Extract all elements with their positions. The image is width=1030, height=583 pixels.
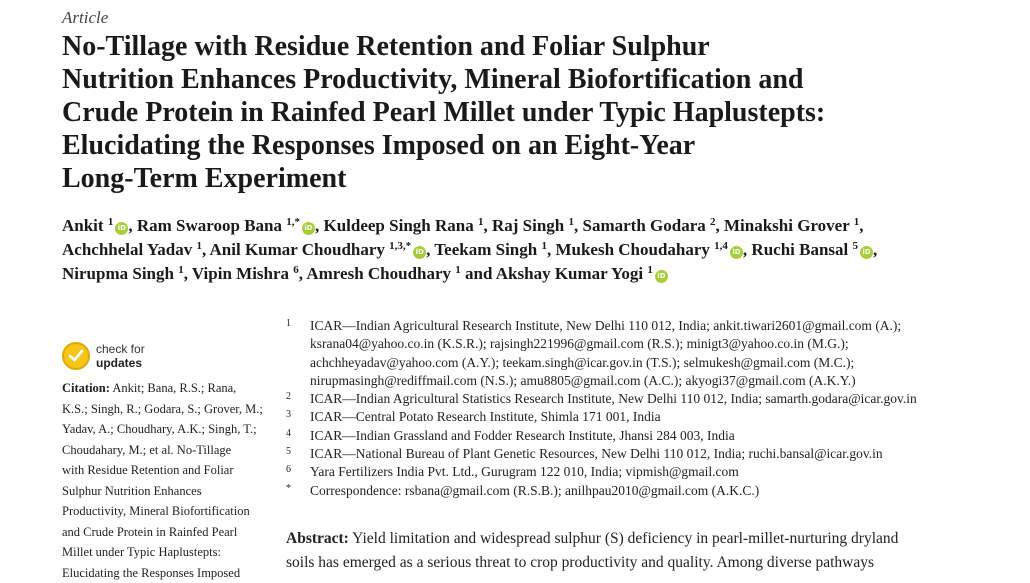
author-name[interactable] bbox=[323, 216, 483, 235]
author-affiliation-marker: 1 bbox=[569, 216, 575, 228]
author-separator: , bbox=[128, 216, 137, 235]
author-separator: , bbox=[574, 216, 583, 235]
citation-line: Elucidating the Responses Imposed bbox=[62, 563, 272, 583]
citation-line: Choudahary, M.; et al. No-Tillage bbox=[62, 440, 272, 461]
affiliation-text: ICAR—Indian Grassland and Fodder Research Institute, Jhansi 284 003, India bbox=[310, 427, 1006, 445]
citation-text: Ankit; Bana, R.S.; Rana, bbox=[110, 381, 236, 395]
author-name-text: Vipin Mishra bbox=[192, 264, 289, 283]
author-name-text: Nirupma Singh bbox=[62, 264, 174, 283]
author-name-text: Ankit bbox=[62, 216, 104, 235]
check-updates-label: updates bbox=[96, 356, 142, 370]
author-separator: , bbox=[202, 240, 210, 259]
author-affiliation-marker: 1 bbox=[541, 240, 547, 252]
author-name[interactable] bbox=[583, 216, 716, 235]
affiliation-text: achchheyadav@yahoo.com (A.Y.); teekam.singh@icar.gov.in (T.S.); selmukesh@gmail.com (M.C.); bbox=[310, 354, 1006, 372]
check-updates-icon bbox=[62, 342, 90, 370]
author-name-text: Teekam Singh bbox=[434, 240, 537, 259]
author-name[interactable] bbox=[62, 240, 202, 259]
author-affiliation-marker: 1 bbox=[108, 216, 114, 228]
author-affiliation-marker: 1 bbox=[455, 264, 461, 276]
affiliation-number: 3 bbox=[286, 406, 291, 424]
author-separator: , bbox=[315, 216, 324, 235]
author-name[interactable] bbox=[751, 240, 873, 259]
article-type: Article bbox=[62, 8, 108, 28]
citation-line bbox=[62, 378, 272, 399]
affiliation-text: Correspondence: rsbana@gmail.com (R.S.B.); anilhpau2010@gmail.com (A.K.C.) bbox=[310, 482, 1006, 500]
author-name[interactable] bbox=[192, 264, 299, 283]
affiliation-item bbox=[286, 390, 1006, 408]
author-affiliation-marker: 6 bbox=[293, 264, 299, 276]
author-line bbox=[62, 214, 1022, 238]
affiliation-list bbox=[286, 317, 1006, 500]
author-name-text: Akshay Kumar Yogi bbox=[496, 264, 643, 283]
author-separator: , bbox=[873, 240, 877, 259]
title-line: Crude Protein in Rainfed Pearl Millet under Typic Haplustepts: bbox=[62, 96, 1012, 129]
author-name[interactable] bbox=[724, 216, 859, 235]
author-separator: , bbox=[859, 216, 863, 235]
abstract-label: Abstract: bbox=[286, 530, 349, 547]
author-separator: and bbox=[461, 264, 496, 283]
author-separator: , bbox=[483, 216, 492, 235]
author-name-text: Kuldeep Singh Rana bbox=[323, 216, 473, 235]
affiliation-number: 5 bbox=[286, 443, 291, 461]
citation-line: Millet under Typic Haplustepts: bbox=[62, 542, 272, 563]
affiliation-text: ksrana04@yahoo.co.in (K.S.R.); rajsingh221996@gmail.com (R.S.); minigt3@yahoo.co.in (M.G.); bbox=[310, 335, 1006, 353]
abstract bbox=[286, 527, 986, 575]
author-name-text: Minakshi Grover bbox=[724, 216, 849, 235]
affiliation-text: Yara Fertilizers India Pvt. Ltd., Gurugram 122 010, India; vipmish@gmail.com bbox=[310, 463, 1006, 481]
author-line bbox=[62, 238, 1022, 262]
author-affiliation-marker: 1,3,* bbox=[389, 240, 411, 252]
citation-line: and Crude Protein in Rainfed Pearl bbox=[62, 522, 272, 543]
affiliation-item bbox=[286, 427, 1006, 445]
orcid-icon[interactable]: iD bbox=[655, 270, 668, 283]
author-separator: , bbox=[426, 240, 434, 259]
author-affiliation-marker: 1,* bbox=[286, 216, 300, 228]
author-name-text: Amresh Choudhary bbox=[306, 264, 451, 283]
author-name[interactable] bbox=[555, 240, 742, 259]
affiliation-number: * bbox=[286, 480, 291, 498]
affiliation-text: ICAR—Indian Agricultural Statistics Research Institute, New Delhi 110 012, India; samarth.godara@icar.gov.in bbox=[310, 390, 1006, 408]
affiliation-number: 1 bbox=[286, 315, 291, 333]
citation-label: Citation: bbox=[62, 381, 110, 395]
author-name[interactable] bbox=[210, 240, 427, 259]
author-separator: , bbox=[743, 240, 752, 259]
affiliation-text: ICAR—Indian Agricultural Research Institute, New Delhi 110 012, India; ankit.tiwari2601@gmail.com (A.); bbox=[310, 317, 1006, 335]
author-affiliation-marker: 2 bbox=[710, 216, 716, 228]
author-name-text: Samarth Godara bbox=[583, 216, 706, 235]
check-for-updates-badge[interactable] bbox=[62, 340, 212, 376]
title-line: Long-Term Experiment bbox=[62, 162, 1012, 195]
abstract-line bbox=[286, 527, 986, 551]
author-affiliation-marker: 1 bbox=[178, 264, 184, 276]
author-name[interactable] bbox=[492, 216, 574, 235]
author-separator: , bbox=[184, 264, 192, 283]
check-updates-label: check for bbox=[96, 342, 145, 356]
author-name[interactable] bbox=[62, 264, 184, 283]
author-affiliation-marker: 1 bbox=[196, 240, 202, 252]
author-name-text: Anil Kumar Choudhary bbox=[210, 240, 385, 259]
author-name-text: Mukesh Choudahary bbox=[555, 240, 709, 259]
author-list bbox=[62, 214, 1022, 286]
author-name-text: Achchhelal Yadav bbox=[62, 240, 192, 259]
citation-block bbox=[62, 378, 272, 583]
orcid-icon[interactable]: iD bbox=[860, 246, 873, 259]
affiliation-item bbox=[286, 408, 1006, 426]
article-title bbox=[62, 30, 1012, 195]
citation-line: with Residue Retention and Foliar bbox=[62, 460, 272, 481]
author-name-text: Raj Singh bbox=[492, 216, 564, 235]
author-name[interactable] bbox=[434, 240, 547, 259]
affiliation-number: 4 bbox=[286, 425, 291, 443]
author-line bbox=[62, 262, 1022, 286]
affiliation-item bbox=[286, 317, 1006, 390]
author-affiliation-marker: 1 bbox=[647, 264, 653, 276]
author-name[interactable] bbox=[62, 216, 128, 235]
author-separator: , bbox=[716, 216, 725, 235]
title-line: Nutrition Enhances Productivity, Mineral Biofortification and bbox=[62, 63, 1012, 96]
author-name-text: Ram Swaroop Bana bbox=[137, 216, 282, 235]
author-name[interactable] bbox=[306, 264, 460, 283]
affiliation-number: 6 bbox=[286, 461, 291, 479]
orcid-icon[interactable]: iD bbox=[115, 222, 128, 235]
citation-line: Yadav, A.; Choudhary, A.K.; Singh, T.; bbox=[62, 419, 272, 440]
affiliation-item bbox=[286, 445, 1006, 463]
author-affiliation-marker: 1,4 bbox=[714, 240, 728, 252]
title-line: No-Tillage with Residue Retention and Foliar Sulphur bbox=[62, 30, 1012, 63]
orcid-icon[interactable]: iD bbox=[302, 222, 315, 235]
author-separator: , bbox=[547, 240, 556, 259]
affiliation-item bbox=[286, 482, 1006, 500]
author-affiliation-marker: 1 bbox=[854, 216, 860, 228]
author-name[interactable] bbox=[496, 264, 668, 283]
author-separator: , bbox=[299, 264, 307, 283]
author-affiliation-marker: 1 bbox=[478, 216, 484, 228]
affiliation-number: 2 bbox=[286, 388, 291, 406]
orcid-icon[interactable]: iD bbox=[413, 246, 426, 259]
abstract-text: Yield limitation and widespread sulphur (S) deficiency in pearl-millet-nurturing dryland bbox=[349, 530, 899, 547]
citation-line: Sulphur Nutrition Enhances bbox=[62, 481, 272, 502]
citation-line: Productivity, Mineral Biofortification bbox=[62, 501, 272, 522]
author-name-text: Ruchi Bansal bbox=[751, 240, 848, 259]
abstract-line: soils has emerged as a serious threat to crop productivity and quality. Among diverse pathways bbox=[286, 551, 986, 575]
affiliation-item bbox=[286, 463, 1006, 481]
author-affiliation-marker: 5 bbox=[853, 240, 859, 252]
orcid-icon[interactable]: iD bbox=[730, 246, 743, 259]
author-name[interactable] bbox=[137, 216, 315, 235]
citation-line: K.S.; Singh, R.; Godara, S.; Grover, M.; bbox=[62, 399, 272, 420]
affiliation-text: nirupmasingh@rediffmail.com (N.S.); amu8805@gmail.com (A.C.); akyogi37@gmail.com (A.K.Y.) bbox=[310, 372, 1006, 390]
title-line: Elucidating the Responses Imposed on an Eight-Year bbox=[62, 129, 1012, 162]
affiliation-text: ICAR—National Bureau of Plant Genetic Resources, New Delhi 110 012, India; ruchi.bansal@icar.gov.in bbox=[310, 445, 1006, 463]
affiliation-text: ICAR—Central Potato Research Institute, Shimla 171 001, India bbox=[310, 408, 1006, 426]
